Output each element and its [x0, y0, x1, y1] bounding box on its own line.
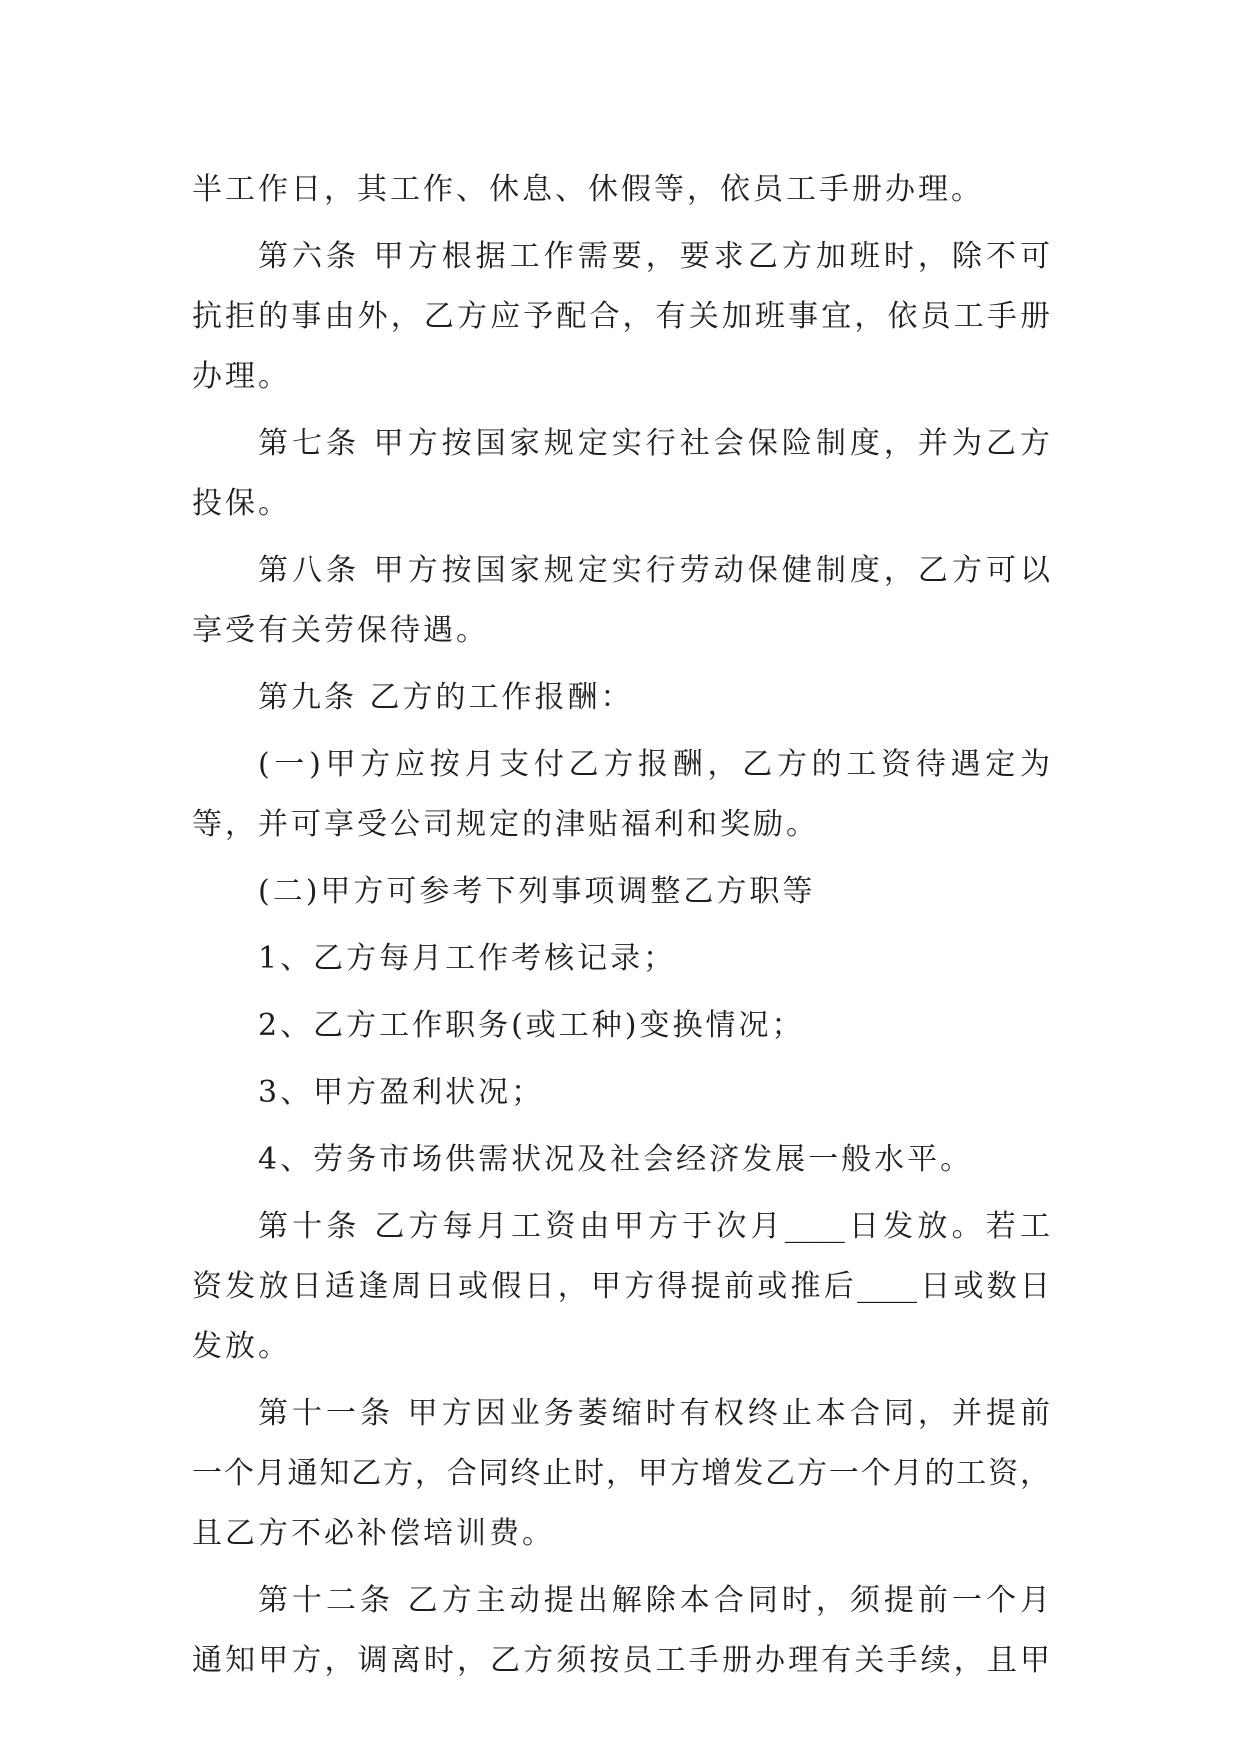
article-11-line: 第十一条 甲方因业务萎缩时有权终止本合同，并提前: [258, 1396, 1050, 1431]
paragraph-line: 且乙方不必补偿培训费。: [192, 1516, 555, 1551]
list-item: 4、劳务市场供需状况及社会经济发展一般水平。: [258, 1142, 974, 1177]
list-item: 3、甲方盈利状况；: [258, 1075, 545, 1110]
paragraph-line: 半工作日，其工作、休息、休假等，依员工手册办理。: [192, 172, 984, 207]
paragraph-line: 办理。: [192, 359, 291, 394]
list-item: 2、乙方工作职务(或工种)变换情况；: [258, 1008, 805, 1043]
article-7-line: 第七条 甲方按国家规定实行社会保险制度，并为乙方: [258, 426, 1050, 461]
paragraph-line: 抗拒的事由外，乙方应予配合，有关加班事宜，依员工手册: [192, 299, 1050, 334]
list-item: 1、乙方每月工作考核记录；: [258, 941, 677, 976]
item-1-line: (一)甲方应按月支付乙方报酬，乙方的工资待遇定为: [258, 747, 1050, 782]
article-12-line: 第十二条 乙方主动提出解除本合同时，须提前一个月: [258, 1583, 1050, 1618]
paragraph-line: 通知甲方，调离时，乙方须按员工手册办理有关手续，且甲: [192, 1643, 1050, 1678]
article-6-line: 第六条 甲方根据工作需要，要求乙方加班时，除不可: [258, 239, 1050, 274]
paragraph-line: 发放。: [192, 1329, 291, 1364]
paragraph-line: 等，并可享受公司规定的津贴福利和奖励。: [192, 807, 819, 842]
article-10-line: 第十条 乙方每月工资由甲方于次月____日发放。若工: [258, 1209, 1050, 1244]
item-2-line: (二)甲方可参考下列事项调整乙方职等: [258, 874, 816, 909]
paragraph-line: 投保。: [192, 486, 291, 521]
paragraph-line: 一个月通知乙方，合同终止时，甲方增发乙方一个月的工资，: [192, 1456, 1050, 1491]
document-page: [192, 160, 1050, 1691]
paragraph-line: 享受有关劳保待遇。: [192, 613, 489, 648]
article-9-line: 第九条 乙方的工作报酬：: [258, 680, 634, 715]
article-8-line: 第八条 甲方按国家规定实行劳动保健制度，乙方可以: [258, 553, 1050, 588]
paragraph-line: 资发放日适逢周日或假日，甲方得提前或推后____日或数日: [192, 1269, 1050, 1304]
